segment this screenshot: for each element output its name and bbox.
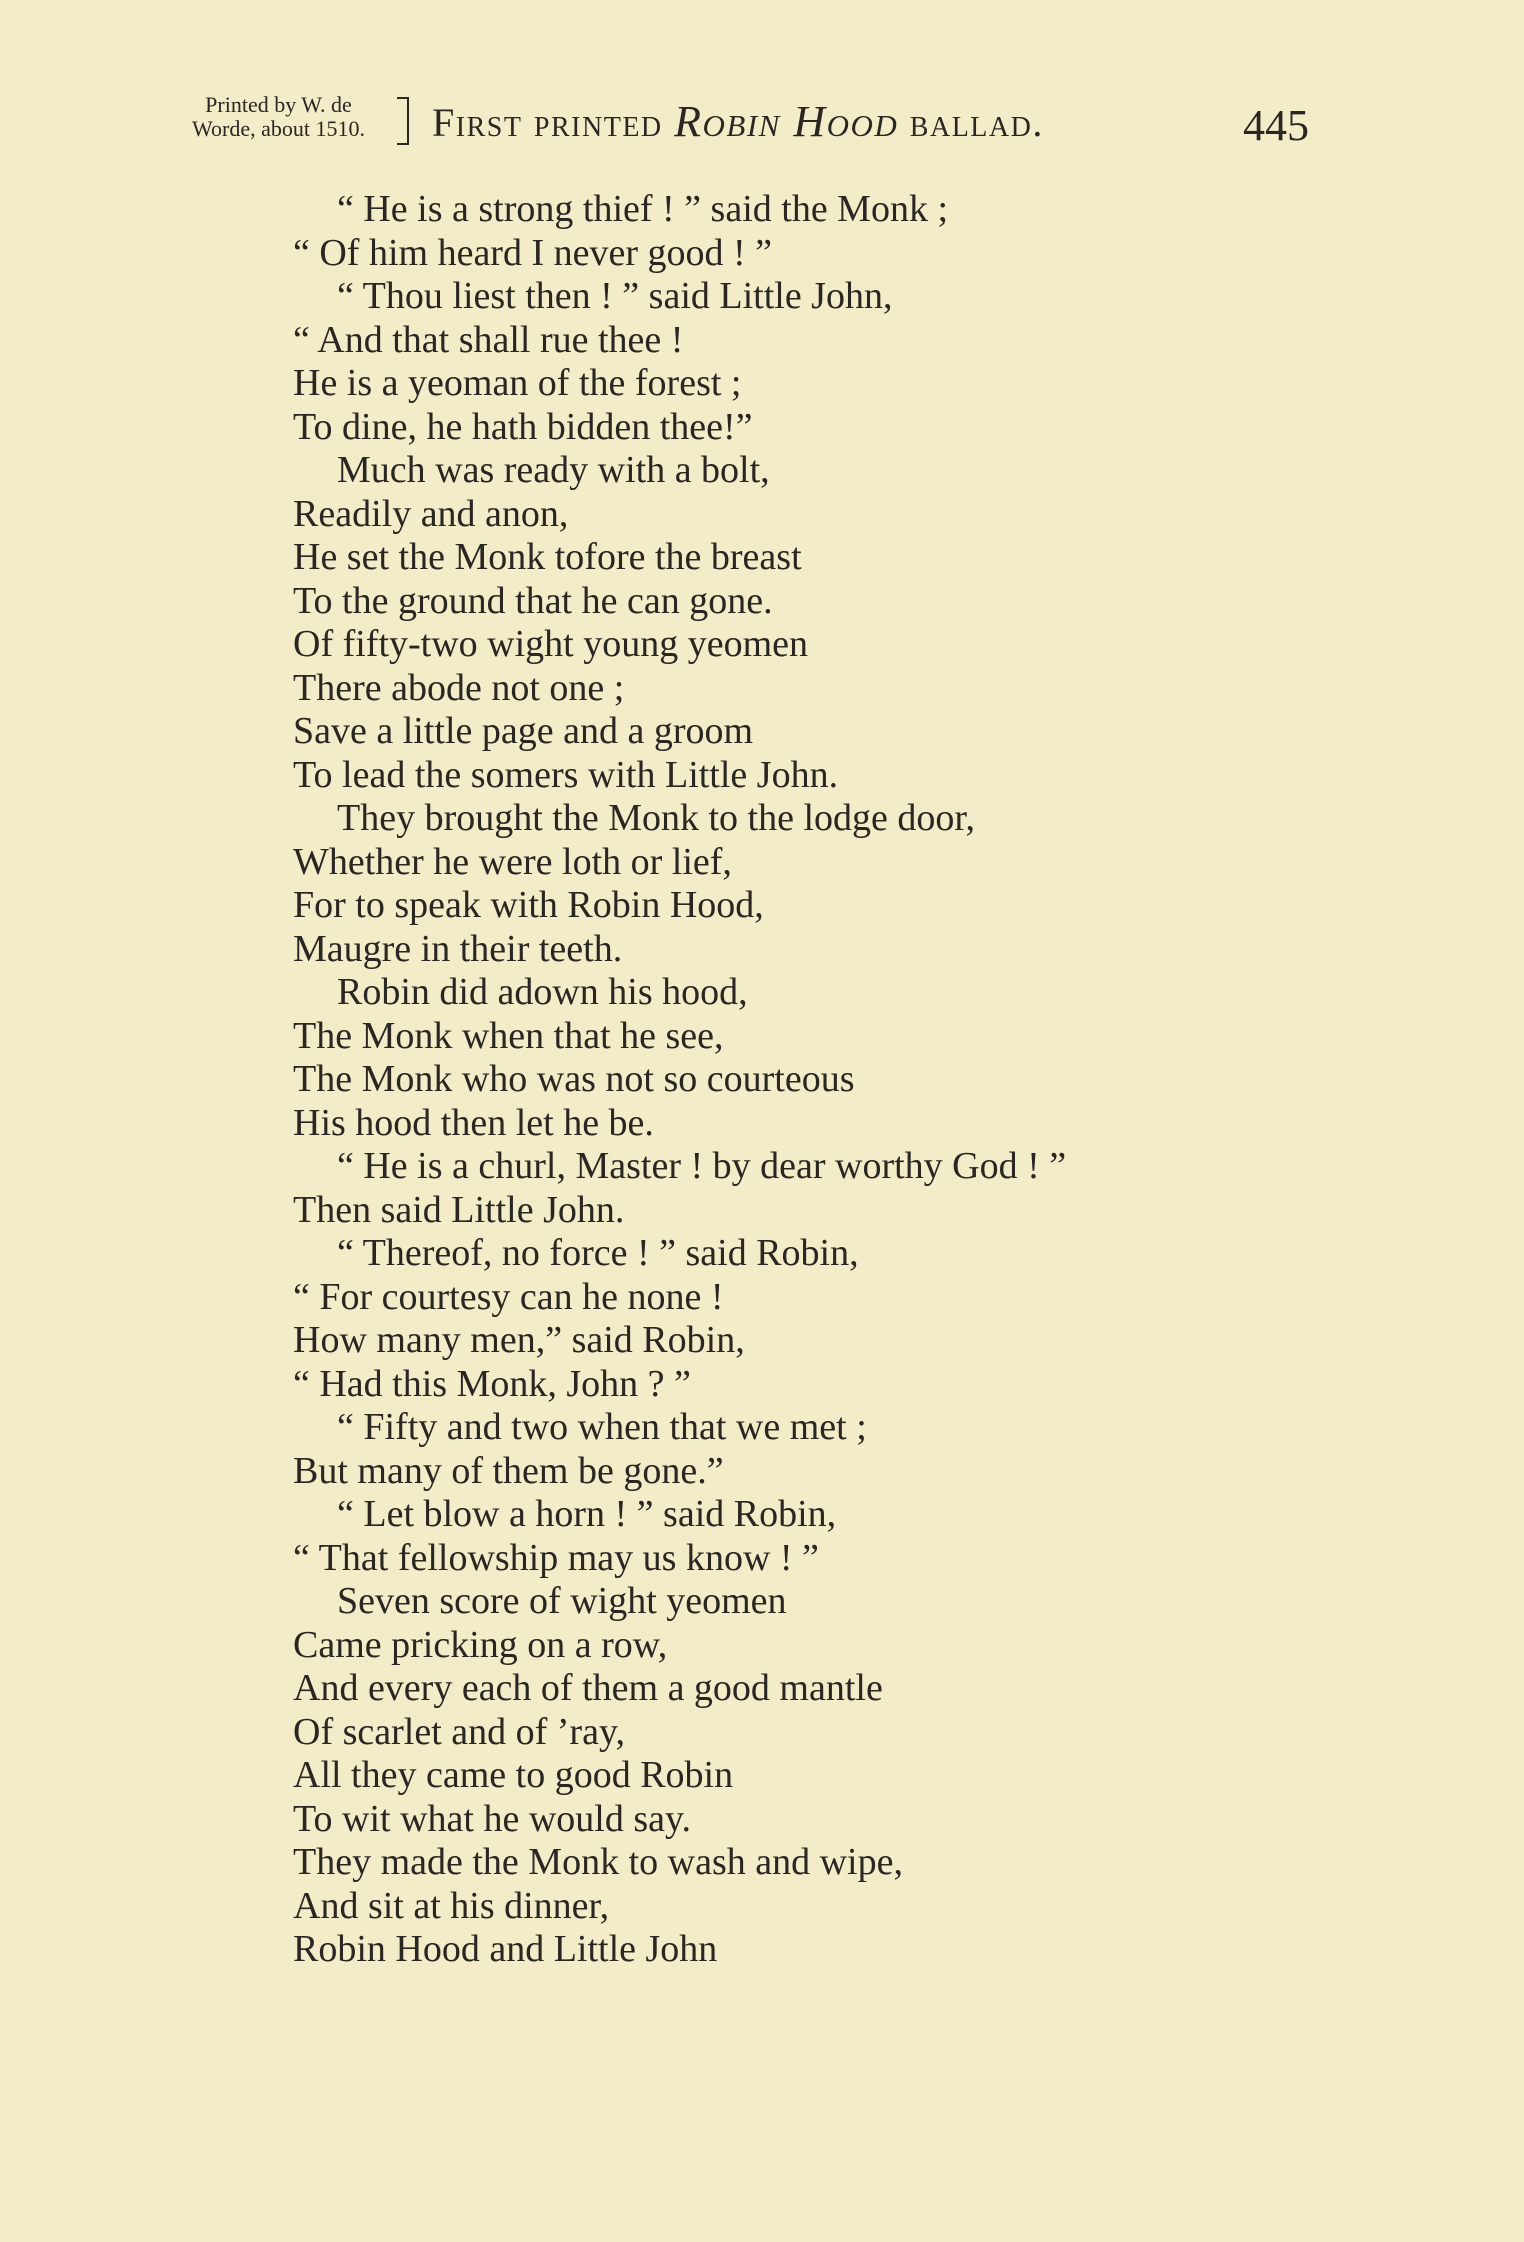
verse-line: Readily and anon, (293, 492, 569, 535)
verse-line: And sit at his dinner, (293, 1884, 610, 1927)
verse-line: Robin Hood and Little John (293, 1928, 718, 1970)
verse-line: Of fifty-two wight young yeomen (293, 623, 809, 665)
verse-line: To lead the somers with Little John. (293, 753, 839, 796)
verse-line: “ And that shall rue thee ! (293, 318, 684, 361)
verse-line: Maugre in their teeth. (293, 927, 623, 970)
verse-line: Whether he were loth or lief, (293, 840, 732, 883)
verse-line: “ Of him heard I never good ! ” (293, 231, 773, 274)
verse-line: How many men,” said Robin, (293, 1319, 745, 1361)
verse-line: And every each of them a good mantle (293, 1667, 883, 1709)
verse-line: Save a little page and a groom (293, 710, 754, 752)
verse-line: To the ground that he can gone. (293, 579, 773, 622)
verse-line: “ He is a strong thief ! ” said the Monk ; (337, 188, 949, 230)
verse-line: Came pricking on a row, (293, 1623, 668, 1666)
verse-line: “ Thereof, no force ! ” said Robin, (337, 1232, 859, 1274)
verse-line: The Monk when that he see, (293, 1014, 724, 1057)
verse-line: They made the Monk to wash and wipe, (293, 1841, 903, 1883)
verse-line: “ That fellowship may us know ! ” (293, 1536, 819, 1579)
bracket-mark (397, 97, 409, 145)
verse-block (293, 188, 1443, 1972)
verse-line: There abode not one ; (293, 666, 625, 709)
verse-line: “ Fifty and two when that we met ; (337, 1406, 867, 1448)
verse-line: Much was ready with a bolt, (337, 449, 770, 491)
verse-line: For to speak with Robin Hood, (293, 884, 764, 926)
verse-line: “ For courtesy can he none ! (293, 1275, 724, 1318)
side-note-line2: Worde, about 1510. (192, 116, 365, 141)
verse-line: Seven score of wight yeomen (337, 1580, 787, 1622)
running-head (432, 96, 1044, 147)
side-note-line1: Printed by W. de (205, 92, 352, 117)
page-number: 445 (1243, 101, 1309, 150)
verse-line: “ Thou liest then ! ” said Little John, (337, 275, 893, 317)
verse-line: All they came to good Robin (293, 1754, 734, 1796)
verse-line: “ He is a churl, Master ! by dear worthy God ! ” (337, 1145, 1067, 1187)
verse-line: The Monk who was not so courteous (293, 1058, 855, 1100)
verse-line: Of scarlet and of ’ray, (293, 1710, 625, 1753)
verse-line: Robin did adown his hood, (337, 971, 748, 1013)
verse-line: He is a yeoman of the forest ; (293, 362, 742, 404)
running-head-part2: Robin Hood (674, 97, 899, 146)
verse-line: To dine, he hath bidden thee!” (293, 405, 753, 448)
running-head-part3: ballad. (898, 100, 1044, 145)
verse-line: “ Had this Monk, John ? ” (293, 1362, 691, 1405)
side-note (156, 93, 401, 141)
running-head-part1: First printed (432, 100, 675, 145)
verse-line: He set the Monk tofore the breast (293, 536, 802, 578)
verse-line: Then said Little John. (293, 1188, 625, 1231)
verse-line: His hood then let he be. (293, 1101, 654, 1144)
verse-line: To wit what he would say. (293, 1797, 692, 1840)
verse-line: They brought the Monk to the lodge door, (337, 797, 976, 839)
verse-line: But many of them be gone.” (293, 1449, 724, 1492)
verse-line: “ Let blow a horn ! ” said Robin, (337, 1493, 837, 1535)
